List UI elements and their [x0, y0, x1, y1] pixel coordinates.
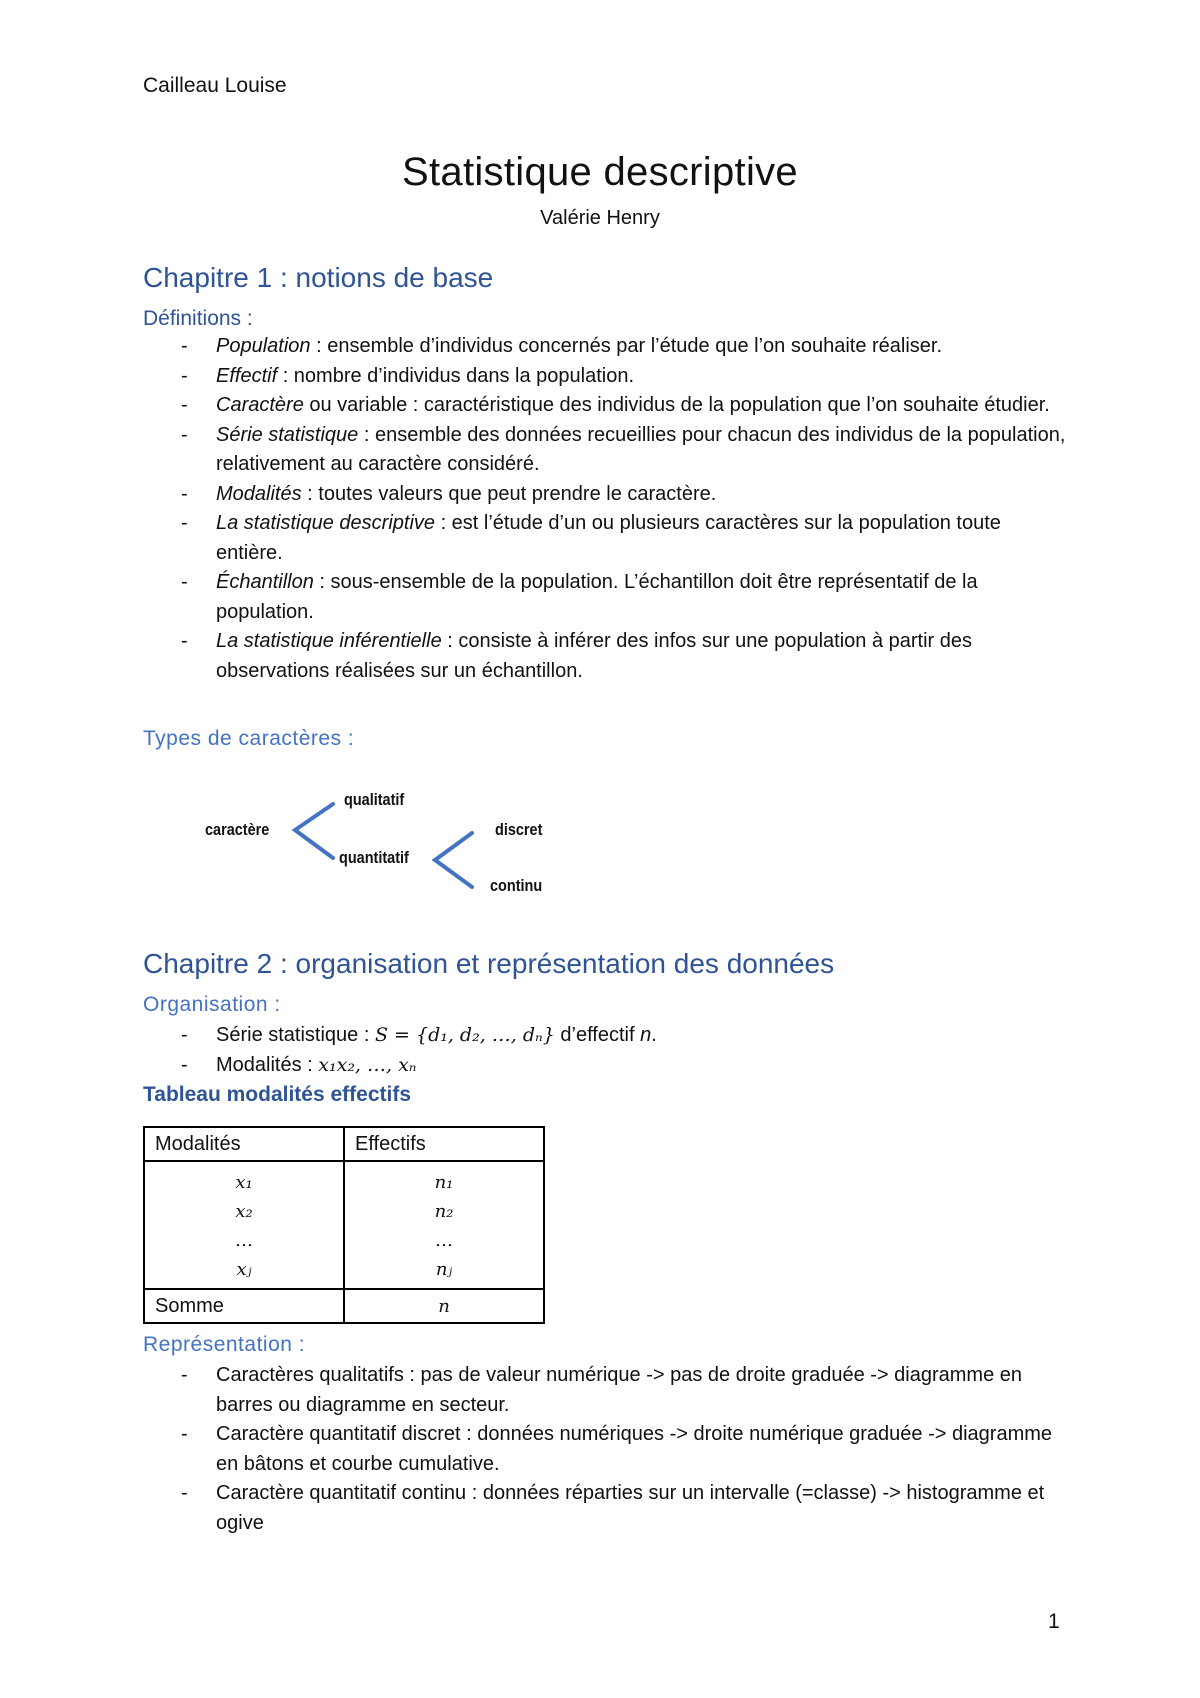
- header-author: Cailleau Louise: [143, 74, 287, 97]
- table-row: [144, 1255, 544, 1289]
- diagram-node-caractere: caractère: [205, 820, 270, 839]
- table-footer-label: Somme: [144, 1289, 344, 1323]
- definition-term: Échantillon: [216, 571, 314, 593]
- organisation-label: Modalités :: [216, 1053, 319, 1076]
- page-number: 1: [1048, 1610, 1060, 1633]
- table-cell: n₂: [344, 1197, 544, 1226]
- definition-term: Modalités: [216, 482, 302, 505]
- table-header-cell: Effectifs: [344, 1127, 544, 1161]
- table-cell: n₁: [344, 1161, 544, 1197]
- definition-term: Effectif: [216, 364, 278, 387]
- definition-term: La statistique descriptive: [216, 512, 436, 534]
- table-row: [144, 1161, 544, 1197]
- diagram-node-quantitatif: quantitatif: [339, 848, 409, 867]
- organisation-item: [178, 1051, 1068, 1081]
- organisation-item: [178, 1021, 1068, 1051]
- character-types-diagram: [195, 790, 575, 910]
- types-heading: Types de caractères :: [143, 727, 355, 750]
- definition-text: : consiste à inférer des infos sur une population à partir des observations réalisées sur un échantillon.: [216, 630, 973, 682]
- definition-item: [178, 362, 1068, 392]
- sentence-end: .: [651, 1024, 657, 1046]
- definition-item: [178, 509, 1068, 568]
- document-title: Statistique descriptive: [402, 150, 798, 194]
- definition-text: : est l’étude d’un ou plusieurs caractères sur la population toute entière.: [216, 512, 1001, 564]
- definition-text: : ensemble des données recueillies pour chacun des individus de la population, relativement au caractère considéré.: [216, 423, 1066, 475]
- definition-text: : ensemble d’individus concernés par l’étude que l’on souhaite réaliser.: [310, 335, 943, 357]
- chapter2-heading: Chapitre 2 : organisation et représentation des données: [143, 948, 835, 979]
- definition-item: [178, 421, 1068, 480]
- representation-item: - Caractère quantitatif continu : données réparties sur un intervalle (=classe) -> histogramme et ogive: [178, 1479, 1068, 1538]
- definition-item: [178, 480, 1068, 510]
- modalities-frequency-table: [143, 1126, 545, 1324]
- bracket-quantitatif: [435, 833, 472, 887]
- table-header-row: [144, 1127, 544, 1161]
- definition-text: : nombre d’individus dans la population.: [277, 364, 635, 387]
- organisation-suffix: d’effectif: [554, 1024, 641, 1046]
- table-cell: …: [344, 1226, 544, 1255]
- diagram-node-discret: discret: [495, 820, 543, 839]
- table-row: [144, 1226, 544, 1255]
- table-footer-value: n: [344, 1289, 544, 1323]
- document-subtitle: Valérie Henry: [540, 207, 660, 229]
- representation-list: [178, 1361, 1068, 1538]
- definition-text: ou variable : caractéristique des individus de la population que l’on souhaite étudier.: [303, 394, 1050, 416]
- bracket-caractere: [295, 804, 333, 858]
- definition-item: [178, 332, 1068, 362]
- table-header-cell: Modalités: [144, 1127, 344, 1161]
- definition-item: [178, 391, 1068, 421]
- representation-heading: Représentation :: [143, 1333, 306, 1356]
- table-row: [144, 1197, 544, 1226]
- modalities-formula: x₁x₂, …, xₙ: [318, 1053, 417, 1076]
- table-heading: Tableau modalités effectifs: [143, 1083, 412, 1106]
- table-cell: x₁: [144, 1161, 344, 1197]
- organisation-list: [178, 1021, 1068, 1080]
- table-cell: nⱼ: [344, 1255, 544, 1289]
- definition-term: Population: [216, 335, 311, 357]
- table-cell: …: [144, 1226, 344, 1255]
- organisation-heading: Organisation :: [143, 993, 281, 1016]
- table-cell: x₂: [144, 1197, 344, 1226]
- definition-text: : sous-ensemble de la population. L’échantillon doit être représentatif de la population.: [216, 571, 978, 623]
- chapter1-heading: Chapitre 1 : notions de base: [143, 262, 494, 293]
- series-formula: S = {d₁, d₂, …, dₙ}: [374, 1024, 555, 1046]
- definition-text: : toutes valeurs que peut prendre le caractère.: [301, 482, 717, 505]
- representation-item: - Caractères qualitatifs : pas de valeur numérique -> pas de droite graduée -> diagramme en barres ou diagramme en secteur.: [178, 1361, 1068, 1420]
- definition-term: La statistique inférentielle: [216, 630, 442, 652]
- diagram-node-continu: continu: [490, 876, 543, 895]
- representation-item: - Caractère quantitatif discret : données numériques -> droite numérique graduée -> diagramme en bâtons et courbe cumulative.: [178, 1420, 1068, 1479]
- definition-term: Série statistique: [216, 423, 359, 446]
- definitions-list: [178, 332, 1068, 686]
- table-cell: xⱼ: [144, 1255, 344, 1289]
- definitions-heading: Définitions :: [143, 307, 253, 330]
- definition-term: Caractère: [216, 394, 304, 416]
- definition-item: [178, 627, 1068, 686]
- organisation-label: Série statistique :: [216, 1024, 375, 1046]
- sample-size-variable: n: [640, 1024, 652, 1046]
- table-footer-row: [144, 1289, 544, 1323]
- diagram-node-qualitatif: qualitatif: [344, 790, 405, 809]
- definition-item: [178, 568, 1068, 627]
